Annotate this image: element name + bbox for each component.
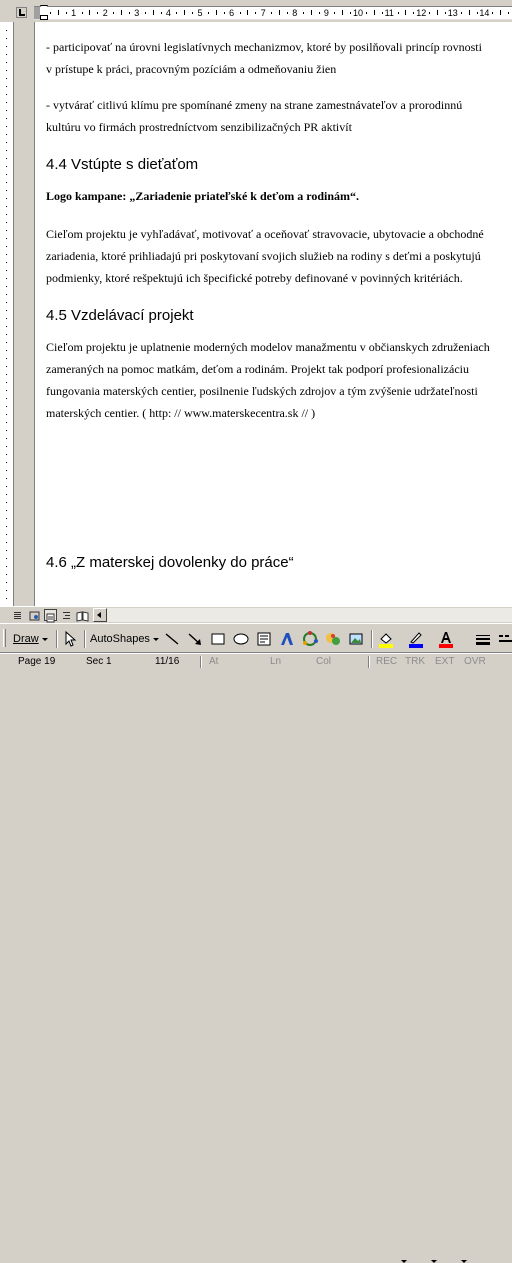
vertical-ruler[interactable] bbox=[0, 22, 14, 606]
ruler-tick bbox=[6, 70, 7, 71]
section-heading-4-6: 4.6 „Z materskej dovolenky do práce“ bbox=[46, 554, 294, 571]
tab-selector-button[interactable] bbox=[16, 7, 27, 18]
status-column: Col bbox=[316, 656, 332, 667]
status-page: Page 19 bbox=[18, 656, 56, 667]
ruler-tick bbox=[6, 158, 7, 159]
ruler-tick bbox=[176, 12, 177, 14]
dash-style-icon[interactable] bbox=[497, 630, 512, 648]
ruler-tick bbox=[6, 574, 7, 575]
ruler-tick bbox=[6, 182, 7, 183]
toolbar-separator bbox=[56, 630, 58, 648]
ruler-tick bbox=[6, 590, 7, 591]
document-page[interactable] bbox=[34, 22, 512, 606]
ruler-tick bbox=[145, 12, 146, 14]
horizontal-ruler-bar bbox=[0, 0, 512, 22]
draw-menu-button[interactable] bbox=[13, 630, 48, 648]
ruler-tick bbox=[6, 382, 7, 383]
ruler-tick bbox=[6, 438, 7, 439]
ruler-tick bbox=[6, 302, 7, 303]
ruler-number: 6 bbox=[229, 8, 235, 18]
ruler-tick bbox=[247, 10, 248, 15]
status-ext[interactable]: EXT bbox=[435, 656, 455, 667]
ruler-number: 8 bbox=[292, 8, 298, 18]
body-text-line: podmienky, ktoré rešpektujú ich špecifické potreby definované v povinných kritériách. bbox=[46, 271, 463, 285]
toolbar-separator bbox=[84, 630, 86, 648]
ruler-tick bbox=[6, 54, 7, 55]
ruler-tick bbox=[279, 10, 280, 15]
ruler-tick bbox=[6, 526, 7, 527]
ruler-number: 11 bbox=[384, 8, 394, 18]
ruler-tick bbox=[6, 198, 7, 199]
autoshapes-menu-button[interactable] bbox=[90, 630, 159, 648]
ruler-tick bbox=[6, 350, 7, 351]
ruler-tick bbox=[342, 10, 343, 15]
ruler-tick bbox=[6, 478, 7, 479]
ruler-tick bbox=[6, 502, 7, 503]
dropdown-caret-icon bbox=[42, 638, 48, 641]
ruler-tick bbox=[6, 566, 7, 567]
first-line-indent-marker[interactable] bbox=[40, 5, 48, 11]
ruler-tick bbox=[429, 12, 430, 14]
ruler-tick bbox=[405, 10, 406, 15]
ruler-tick bbox=[398, 12, 399, 14]
ruler-tick bbox=[6, 454, 7, 455]
ruler-tick bbox=[192, 12, 193, 14]
ruler-tick bbox=[6, 150, 7, 151]
ruler-tick bbox=[6, 118, 7, 119]
ruler-number: 4 bbox=[165, 8, 171, 18]
body-text-line: materských centier. ( http: // www.materskecentra.sk // ) bbox=[46, 406, 316, 420]
ruler-tick bbox=[382, 12, 383, 14]
body-text-line: Cieľom projektu je uplatnenie moderných modelov manažmentu v občianskych združeniach bbox=[46, 340, 490, 354]
rectangle-icon[interactable] bbox=[209, 630, 227, 648]
ruler-tick bbox=[287, 12, 288, 14]
toolbar-grip[interactable] bbox=[3, 629, 6, 647]
ruler-tick bbox=[97, 12, 98, 14]
ruler-tick bbox=[6, 262, 7, 263]
ruler-tick bbox=[6, 486, 7, 487]
ruler-tick bbox=[6, 238, 7, 239]
ruler-tick bbox=[6, 326, 7, 327]
logo-campaign-line: Logo kampane: „Zariadenie priateľské k deťom a rodinám“. bbox=[46, 189, 360, 203]
ruler-tick bbox=[50, 12, 51, 14]
status-trk[interactable]: TRK bbox=[405, 656, 425, 667]
status-divider bbox=[368, 656, 370, 668]
ruler-tick bbox=[6, 462, 7, 463]
ruler-tick bbox=[303, 12, 304, 14]
autoshapes-label: AutoShapes bbox=[90, 633, 150, 645]
body-text-line: v prístupe k práci, pracovným pozíciám a odmeňovaniu žien bbox=[46, 62, 337, 76]
ruler-tick bbox=[6, 86, 7, 87]
ruler-tick bbox=[6, 206, 7, 207]
horizontal-scrollbar-track[interactable] bbox=[107, 608, 512, 622]
font-color-icon[interactable] bbox=[437, 630, 455, 648]
dropdown-caret-icon bbox=[153, 638, 159, 641]
body-text-line: - vytvárať citlivú klímu pre spomínané zmeny na strane zamestnávateľov a prorodinnú bbox=[46, 98, 463, 112]
status-line: Ln bbox=[270, 656, 282, 667]
ruler-tick bbox=[6, 254, 7, 255]
ruler-tick bbox=[224, 12, 225, 14]
line-icon[interactable] bbox=[163, 630, 181, 648]
ruler-tick bbox=[216, 10, 217, 15]
ruler-tick bbox=[129, 12, 130, 14]
ruler-number: 2 bbox=[102, 8, 108, 18]
body-text-line: - participovať na úrovni legislatívnych mechanizmov, ktoré by posilňovali princíp rovnosti bbox=[46, 40, 482, 54]
ruler-tick bbox=[6, 366, 7, 367]
line-style-icon[interactable] bbox=[474, 630, 492, 648]
ruler-tick bbox=[500, 10, 501, 15]
ruler-tick bbox=[6, 542, 7, 543]
ruler-tick bbox=[6, 142, 7, 143]
ruler-tick bbox=[6, 246, 7, 247]
body-text-line: Cieľom projektu je vyhľadávať, motivovať a oceňovať stravovacie, ubytovacie a obchodné bbox=[46, 227, 484, 241]
ruler-tick bbox=[6, 294, 7, 295]
ruler-tick bbox=[6, 414, 7, 415]
ruler-number: 14 bbox=[479, 8, 490, 18]
ruler-tick bbox=[6, 510, 7, 511]
ruler-tick bbox=[161, 12, 162, 14]
section-heading-4-4: 4.4 Vstúpte s dieťaťom bbox=[46, 156, 199, 173]
diagram-icon[interactable] bbox=[301, 630, 319, 648]
ruler-tick bbox=[6, 30, 7, 31]
insert-picture-icon[interactable] bbox=[347, 630, 365, 648]
ruler-tick bbox=[6, 582, 7, 583]
ruler-tick bbox=[82, 12, 83, 14]
ruler-tick bbox=[6, 518, 7, 519]
ruler-tick bbox=[461, 12, 462, 14]
ruler-tick bbox=[6, 102, 7, 103]
scroll-left-button[interactable] bbox=[93, 608, 107, 622]
ruler-tick bbox=[6, 46, 7, 47]
drawing-toolbar bbox=[0, 623, 512, 653]
ruler-tick bbox=[445, 12, 446, 14]
status-section: Sec 1 bbox=[86, 656, 112, 667]
book-icon bbox=[76, 610, 89, 622]
ruler-tick bbox=[319, 12, 320, 14]
ruler-tick bbox=[6, 550, 7, 551]
ruler-tick bbox=[6, 446, 7, 447]
ruler-number: 10 bbox=[353, 8, 364, 18]
ruler-tick bbox=[437, 10, 438, 15]
ruler-tick bbox=[6, 62, 7, 63]
ruler-tick bbox=[6, 494, 7, 495]
ruler-tick bbox=[6, 406, 7, 407]
ruler-tick bbox=[6, 190, 7, 191]
fill-color-icon[interactable] bbox=[377, 630, 395, 648]
ruler-tick bbox=[6, 558, 7, 559]
status-rec[interactable]: REC bbox=[376, 656, 398, 667]
body-text-line: zameraných na pomoc matkám, deťom a rodinám. Projekt tak podporí profesionalizáciu bbox=[46, 362, 469, 376]
ruler-tick bbox=[6, 214, 7, 215]
ruler-tick bbox=[121, 10, 122, 15]
body-text-line: fungovania materských centier, posilnenie ľudských zdrojov a tým zvýšenie udržateľnosti bbox=[46, 384, 478, 398]
ruler-tick bbox=[240, 12, 241, 14]
ruler-tick bbox=[6, 422, 7, 423]
ruler-tick bbox=[6, 470, 7, 471]
ruler-tick bbox=[6, 318, 7, 319]
ruler-tick bbox=[6, 270, 7, 271]
ruler-tick bbox=[477, 12, 478, 14]
ruler-number: 3 bbox=[134, 8, 140, 18]
ruler-tick bbox=[271, 12, 272, 14]
ruler-tick bbox=[6, 342, 7, 343]
status-ovr[interactable]: OVR bbox=[464, 656, 486, 667]
wordart-icon[interactable] bbox=[278, 630, 296, 648]
outline-view-button[interactable] bbox=[60, 609, 73, 621]
web-layout-icon bbox=[28, 610, 41, 622]
ruler-tick bbox=[58, 10, 59, 15]
ruler-tick bbox=[6, 398, 7, 399]
status-bar bbox=[0, 653, 512, 670]
ruler-tick bbox=[6, 534, 7, 535]
status-page-count: 11/16 bbox=[155, 656, 180, 667]
ruler-tick bbox=[413, 12, 414, 14]
select-objects-icon[interactable] bbox=[61, 630, 79, 648]
ruler-tick bbox=[508, 12, 509, 14]
ruler-number: 7 bbox=[260, 8, 266, 18]
line-color-icon[interactable] bbox=[407, 630, 425, 648]
ruler-number: 1 bbox=[71, 8, 77, 18]
ruler-number: 13 bbox=[447, 8, 458, 18]
normal-view-button[interactable] bbox=[11, 609, 24, 621]
draw-label: Draw bbox=[13, 633, 39, 645]
horizontal-ruler[interactable] bbox=[34, 6, 512, 20]
ruler-tick bbox=[6, 430, 7, 431]
ruler-tick bbox=[6, 78, 7, 79]
ruler-number: 5 bbox=[197, 8, 203, 18]
ruler-tick bbox=[6, 286, 7, 287]
ruler-tick bbox=[113, 12, 114, 14]
ruler-tick bbox=[6, 230, 7, 231]
ruler-tick bbox=[6, 334, 7, 335]
ruler-tick bbox=[66, 12, 67, 14]
ruler-tick bbox=[6, 38, 7, 39]
ruler-tick bbox=[6, 278, 7, 279]
ruler-tick bbox=[6, 134, 7, 135]
indent-markers[interactable] bbox=[40, 6, 48, 20]
ruler-tick bbox=[6, 310, 7, 311]
ruler-tick bbox=[374, 10, 375, 15]
body-text-line: zariadenia, ktoré prihliadajú pri poskytovaní svojich služieb na rodiny s deťmi a poskytujú bbox=[46, 249, 481, 263]
status-at: At bbox=[209, 656, 219, 667]
status-divider bbox=[200, 656, 202, 668]
ruler-tick bbox=[89, 10, 90, 15]
ruler-tick bbox=[311, 10, 312, 15]
section-heading-4-5: 4.5 Vzdelávací projekt bbox=[46, 307, 194, 324]
left-indent-marker[interactable] bbox=[40, 15, 48, 20]
ruler-tick bbox=[350, 12, 351, 14]
ruler-tick bbox=[469, 10, 470, 15]
ruler-tick bbox=[255, 12, 256, 14]
clip-art-icon[interactable] bbox=[324, 630, 342, 648]
ruler-tick bbox=[6, 126, 7, 127]
ruler-tick bbox=[6, 598, 7, 599]
ruler-tick bbox=[334, 12, 335, 14]
ruler-tick bbox=[6, 358, 7, 359]
toolbar-separator bbox=[371, 630, 373, 648]
ruler-tick bbox=[6, 222, 7, 223]
web-layout-view-button[interactable] bbox=[28, 609, 41, 621]
print-layout-view-button[interactable] bbox=[44, 609, 57, 621]
ruler-tick bbox=[153, 10, 154, 15]
view-buttons-bar bbox=[0, 606, 512, 623]
text-box-icon[interactable] bbox=[255, 630, 273, 648]
ruler-tick bbox=[6, 374, 7, 375]
body-text-line: kultúru vo firmách prostredníctvom senzibilizačných PR aktivít bbox=[46, 120, 352, 134]
ruler-number: 9 bbox=[323, 8, 329, 18]
ruler-tick bbox=[6, 110, 7, 111]
ruler-number: 12 bbox=[416, 8, 427, 18]
arrow-left-icon bbox=[97, 612, 101, 618]
ruler-tick bbox=[6, 390, 7, 391]
ruler-tick bbox=[184, 10, 185, 15]
reading-layout-view-button[interactable] bbox=[76, 609, 89, 621]
ruler-tick bbox=[208, 12, 209, 14]
print-layout-icon bbox=[45, 613, 56, 623]
ruler-tick bbox=[6, 174, 7, 175]
arrow-icon[interactable] bbox=[186, 630, 204, 648]
left-tab-icon bbox=[19, 9, 25, 16]
oval-icon[interactable] bbox=[232, 630, 250, 648]
ruler-tick bbox=[6, 166, 7, 167]
ruler-tick bbox=[6, 94, 7, 95]
ruler-tick bbox=[366, 12, 367, 14]
ruler-tick bbox=[492, 12, 493, 14]
